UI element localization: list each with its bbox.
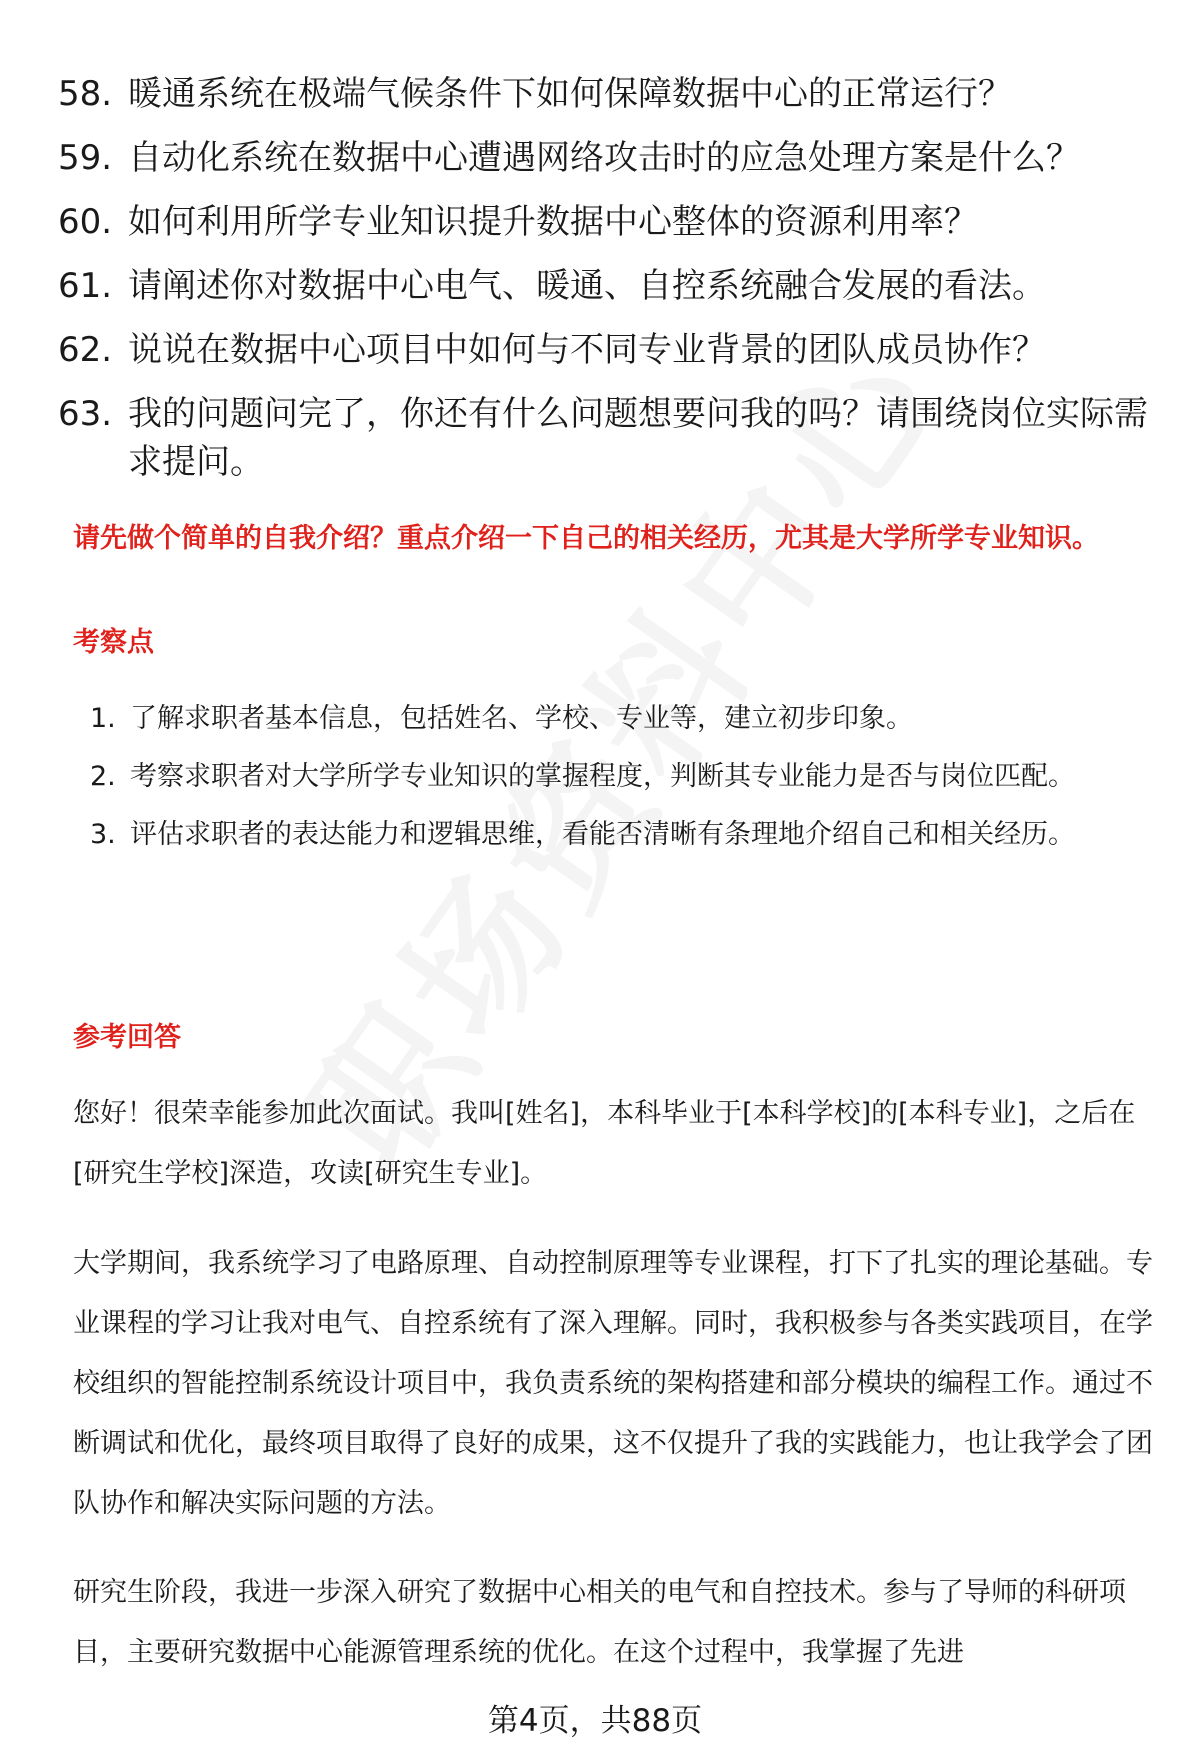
question-number: 62. (58, 330, 113, 370)
answer-paragraph: 您好！很荣幸能参加此次面试。我叫[姓名]，本科毕业于[本科学校]的[本科专业]，之后在[研究生学校]深造，攻读[研究生专业]。 (73, 1098, 1136, 1189)
question-item (58, 70, 1148, 118)
question-text: 自动化系统在数据中心遭遇网络攻击时的应急处理方案是什么？ (128, 138, 1080, 178)
question-number: 58. (58, 74, 113, 114)
point-number: 1. (90, 703, 116, 734)
point-item (90, 806, 1150, 864)
points-list (90, 690, 1150, 864)
question-headline: 请先做个简单的自我介绍？重点介绍一下自己的相关经历，尤其是大学所学专业知识。 (73, 523, 1099, 554)
answer-paragraph: 研究生阶段，我进一步深入研究了数据中心相关的电气和自控技术。参与了导师的科研项目，主要研究数据中心能源管理系统的优化。在这个过程中，我掌握了先进 (73, 1577, 1126, 1668)
page-footer: 第4页，共88页 (487, 1703, 703, 1739)
question-number: 60. (58, 202, 113, 242)
point-item (90, 690, 1150, 748)
answer-paragraph: 大学期间，我系统学习了电路原理、自动控制原理等专业课程，打下了扎实的理论基础。专业课程的学习让我对电气、自控系统有了深入理解。同时，我积极参与各类实践项目，在学校组织的智能控制系统设计项目中，我负责系统的架构搭建和部分模块的编程工作。通过不断调试和优化，最终项目取得了良好的成果，这不仅提升了我的实践能力，也让我学会了团队协作和解决实际问题的方法。 (73, 1248, 1153, 1519)
point-item (90, 748, 1150, 806)
section-title-answer: 参考回答 (73, 1022, 181, 1053)
question-number: 63. (58, 394, 113, 434)
question-number: 59. (58, 138, 113, 178)
section-title-points: 考察点 (73, 627, 154, 658)
question-item (58, 390, 1148, 486)
question-item (58, 198, 1148, 246)
question-number: 61. (58, 266, 113, 306)
question-item (58, 134, 1148, 182)
point-number: 2. (90, 761, 116, 792)
question-item (58, 326, 1148, 374)
point-text: 了解求职者基本信息，包括姓名、学校、专业等，建立初步印象。 (130, 703, 913, 734)
question-text: 我的问题问完了，你还有什么问题想要问我的吗？请围绕岗位实际需求提问。 (128, 394, 1148, 482)
question-text: 说说在数据中心项目中如何与不同专业背景的团队成员协作？ (128, 330, 1046, 370)
question-item (58, 262, 1148, 310)
question-list (58, 70, 1148, 502)
question-text: 暖通系统在极端气候条件下如何保障数据中心的正常运行？ (128, 74, 1012, 114)
question-text: 请阐述你对数据中心电气、暖通、自控系统融合发展的看法。 (128, 266, 1046, 306)
question-text: 如何利用所学专业知识提升数据中心整体的资源利用率？ (128, 202, 978, 242)
point-text: 考察求职者对大学所学专业知识的掌握程度，判断其专业能力是否与岗位匹配。 (130, 761, 1075, 792)
point-text: 评估求职者的表达能力和逻辑思维，看能否清晰有条理地介绍自己和相关经历。 (130, 819, 1075, 850)
point-number: 3. (90, 819, 116, 850)
